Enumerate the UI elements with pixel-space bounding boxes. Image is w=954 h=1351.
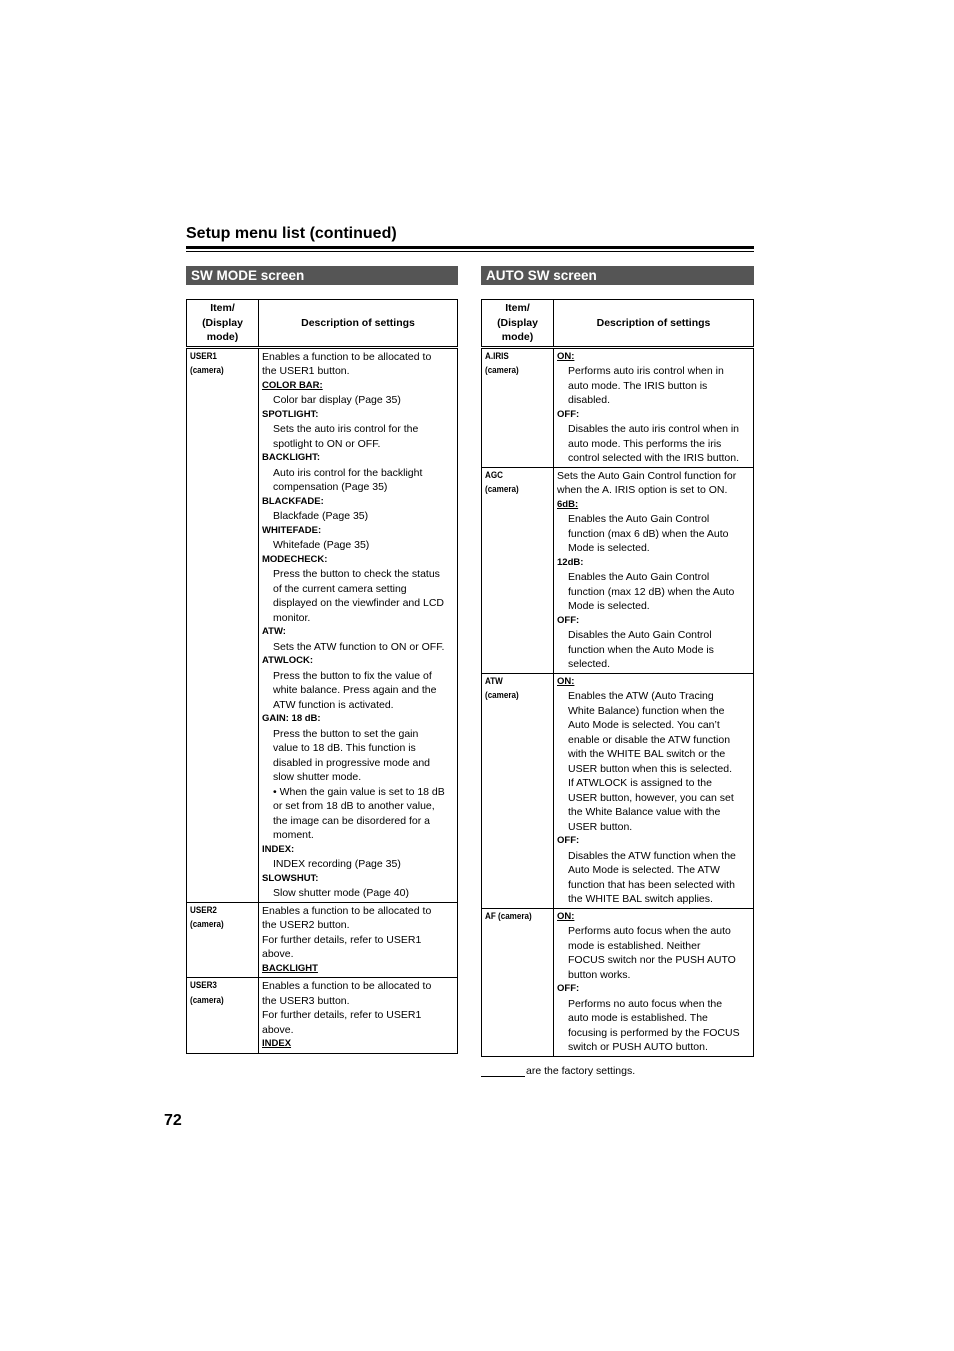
item-cell <box>187 902 259 978</box>
title-rule-thick <box>186 246 754 249</box>
description-text: when the A. IRIS option is set to ON. <box>557 484 728 496</box>
item-cell <box>482 908 554 1056</box>
item-header-line: Item/ <box>505 302 530 314</box>
option-description: function (max 6 dB) when the Auto <box>568 527 729 540</box>
description-text: the USER1 button. <box>262 365 350 377</box>
option-description: Press the button to fix the value of <box>273 669 432 682</box>
description-text: the USER3 button. <box>262 994 350 1007</box>
item-name: USER3 <box>190 980 217 991</box>
option-description: the White Balance value with the <box>568 806 721 818</box>
page-number: 72 <box>164 1112 182 1129</box>
description-text: For further details, refer to USER1 <box>262 933 422 946</box>
item-mode: (camera) <box>485 484 519 495</box>
default-option-label: COLOR BAR: <box>262 379 323 391</box>
option-description: Mode is selected. <box>568 600 650 612</box>
note-text: • When the gain value is set to 18 dB <box>273 785 445 798</box>
option-description: the WHITE BAL switch applies. <box>568 893 713 905</box>
option-label: ATW: <box>262 626 286 637</box>
description-cell <box>554 908 754 1056</box>
option-description: function that has been selected with <box>568 878 735 891</box>
item-cell <box>187 347 259 902</box>
item-column-header <box>187 300 259 348</box>
table-row <box>482 347 754 467</box>
item-header-line: Item/ <box>210 302 235 314</box>
option-description: USER button. <box>568 820 633 833</box>
option-description: Press the button to check the status <box>273 568 440 580</box>
option-label: 12dB: <box>557 556 584 568</box>
option-description: Auto iris control for the backlight <box>273 466 423 479</box>
item-name: A.IRIS <box>485 350 509 362</box>
table-row <box>187 978 458 1054</box>
item-mode: (camera) <box>190 365 224 376</box>
title-rule-thin <box>186 251 754 252</box>
option-description: compensation (Page 35) <box>273 481 388 493</box>
item-header-line: (Display <box>202 316 243 329</box>
note-text: the image can be disordered for a <box>273 814 431 827</box>
option-description: Enables the Auto Gain Control <box>568 513 710 525</box>
table-row <box>187 902 458 978</box>
option-description: auto mode. The IRIS button is <box>568 379 708 392</box>
option-label: INDEX: <box>262 843 295 855</box>
item-mode: (camera) <box>190 994 224 1006</box>
table-header-row <box>187 300 458 348</box>
description-text: For further details, refer to USER1 <box>262 1009 422 1021</box>
item-column-header <box>482 300 554 348</box>
option-description: enable or disable the ATW function <box>568 733 731 746</box>
option-description: Whitefade (Page 35) <box>273 539 370 551</box>
option-description: white balance. Press again and the <box>273 684 437 696</box>
description-text: Enables a function to be allocated to <box>262 350 432 363</box>
description-text: Sets the Auto Gain Control function for <box>557 469 737 482</box>
option-description: spotlight to ON or OFF. <box>273 437 381 450</box>
description-cell <box>259 347 458 902</box>
description-cell <box>259 902 458 978</box>
item-mode: (camera) <box>190 919 224 930</box>
item-cell <box>482 467 554 673</box>
option-description: Sets the auto iris control for the <box>273 423 419 435</box>
option-description: Disables the ATW function when the <box>568 849 736 862</box>
page-title: Setup menu list (continued) <box>186 225 397 242</box>
option-description: Press the button to set the gain <box>273 727 419 740</box>
legend-text: are the factory settings. <box>526 1065 636 1077</box>
option-description: displayed on the viewfinder and LCD <box>273 597 445 609</box>
option-label: BLACKFADE: <box>262 495 324 507</box>
option-description: value to 18 dB. This function is <box>273 742 416 754</box>
legend-underline-sample <box>481 1066 525 1077</box>
option-label: ATWLOCK: <box>262 655 314 666</box>
option-description: Performs auto focus when the auto <box>568 925 731 937</box>
option-label: OFF: <box>557 835 580 846</box>
option-description: USER button, however, you can set <box>568 791 734 804</box>
option-description: Slow shutter mode (Page 40) <box>273 887 409 899</box>
option-label: OFF: <box>557 408 580 420</box>
option-description: Auto Mode is selected. The ATW <box>568 864 720 876</box>
option-description: monitor. <box>273 611 311 624</box>
option-description: Performs auto iris control when in <box>568 365 724 377</box>
option-description: with the WHITE BAL switch or the <box>568 748 726 760</box>
description-cell <box>554 467 754 673</box>
option-description: auto mode is established. The <box>568 1012 708 1024</box>
option-label: SLOWSHUT: <box>262 872 319 884</box>
note-text: moment. <box>273 829 314 841</box>
description-text: above. <box>262 1023 294 1036</box>
option-label: GAIN: 18 dB: <box>262 713 321 724</box>
item-header-line: mode) <box>501 331 534 343</box>
option-description: FOCUS switch nor the PUSH AUTO <box>568 954 736 966</box>
option-label: SPOTLIGHT: <box>262 408 319 420</box>
option-description: disabled. <box>568 394 611 406</box>
option-description: focusing is performed by the FOCUS <box>568 1026 740 1039</box>
option-description: Enables the Auto Gain Control <box>568 571 710 583</box>
option-label: BACKLIGHT: <box>262 452 321 463</box>
item-name: USER1 <box>190 350 217 362</box>
default-option-label: BACKLIGHT <box>262 962 318 974</box>
item-name: ATW <box>485 675 503 687</box>
option-description: USER button when this is selected. <box>568 762 733 775</box>
sw-mode-heading: SW MODE screen <box>186 266 458 285</box>
option-label: OFF: <box>557 614 580 626</box>
option-description: Blackfade (Page 35) <box>273 510 369 522</box>
option-description: mode is established. Neither <box>568 939 701 952</box>
option-description: of the current camera setting <box>273 582 407 595</box>
item-name: AGC <box>485 469 503 481</box>
description-text: the USER2 button. <box>262 919 350 931</box>
option-description: Disables the Auto Gain Control <box>568 629 712 641</box>
item-name: AF (camera) <box>485 910 532 922</box>
description-text: above. <box>262 948 294 960</box>
description-cell <box>554 673 754 908</box>
item-mode: (camera) <box>485 690 519 701</box>
option-description: If ATWLOCK is assigned to the <box>568 777 712 789</box>
table-row <box>482 908 754 1056</box>
table-row <box>187 347 458 902</box>
option-description: button works. <box>568 968 631 981</box>
option-description: White Balance) function when the <box>568 704 725 717</box>
description-text: Enables a function to be allocated to <box>262 980 432 992</box>
description-column-header: Description of settings <box>554 300 754 348</box>
option-label: MODECHECK: <box>262 553 328 565</box>
table-header-row <box>482 300 754 348</box>
default-option-label: ON: <box>557 675 575 687</box>
default-option-label: ON: <box>557 350 575 362</box>
default-option-label: 6dB: <box>557 498 579 510</box>
default-option-label: INDEX <box>262 1038 292 1049</box>
option-description: slow shutter mode. <box>273 771 362 783</box>
option-description: disabled in progressive mode and <box>273 756 431 769</box>
option-description: function when the Auto Mode is <box>568 643 714 656</box>
default-option-label: ON: <box>557 910 575 922</box>
option-description: control selected with the IRIS button. <box>568 452 740 464</box>
item-cell <box>187 978 259 1054</box>
factory-settings-legend <box>481 1065 635 1077</box>
option-label: WHITEFADE: <box>262 524 322 536</box>
item-name: USER2 <box>190 904 217 916</box>
item-header-line: mode) <box>206 331 239 343</box>
option-description: Enables the ATW (Auto Tracing <box>568 690 714 702</box>
note-text: or set from 18 dB to another value, <box>273 800 435 812</box>
option-description: Sets the ATW function to ON or OFF. <box>273 640 445 653</box>
option-description: selected. <box>568 658 611 670</box>
option-description: function (max 12 dB) when the Auto <box>568 585 735 598</box>
option-description: auto mode. This performs the iris <box>568 437 722 450</box>
item-header-line: (Display <box>497 316 538 329</box>
item-cell <box>482 673 554 908</box>
option-description: Auto Mode is selected. You can’t <box>568 719 720 731</box>
item-cell <box>482 347 554 467</box>
option-description: Disables the auto iris control when in <box>568 423 740 435</box>
description-text: Enables a function to be allocated to <box>262 904 432 917</box>
option-description: Color bar display (Page 35) <box>273 394 401 406</box>
description-column-header: Description of settings <box>259 300 458 348</box>
option-description: Performs no auto focus when the <box>568 997 723 1010</box>
option-description: switch or PUSH AUTO button. <box>568 1041 708 1053</box>
description-cell <box>259 978 458 1054</box>
option-description: INDEX recording (Page 35) <box>273 858 401 870</box>
item-mode: (camera) <box>485 365 519 376</box>
option-label: OFF: <box>557 983 580 994</box>
description-cell <box>554 347 754 467</box>
option-description: Mode is selected. <box>568 542 650 554</box>
auto-sw-table <box>481 299 754 1057</box>
table-row <box>482 467 754 673</box>
option-description: ATW function is activated. <box>273 698 394 711</box>
auto-sw-heading: AUTO SW screen <box>481 266 754 285</box>
sw-mode-table <box>186 299 458 1054</box>
table-row <box>482 673 754 908</box>
